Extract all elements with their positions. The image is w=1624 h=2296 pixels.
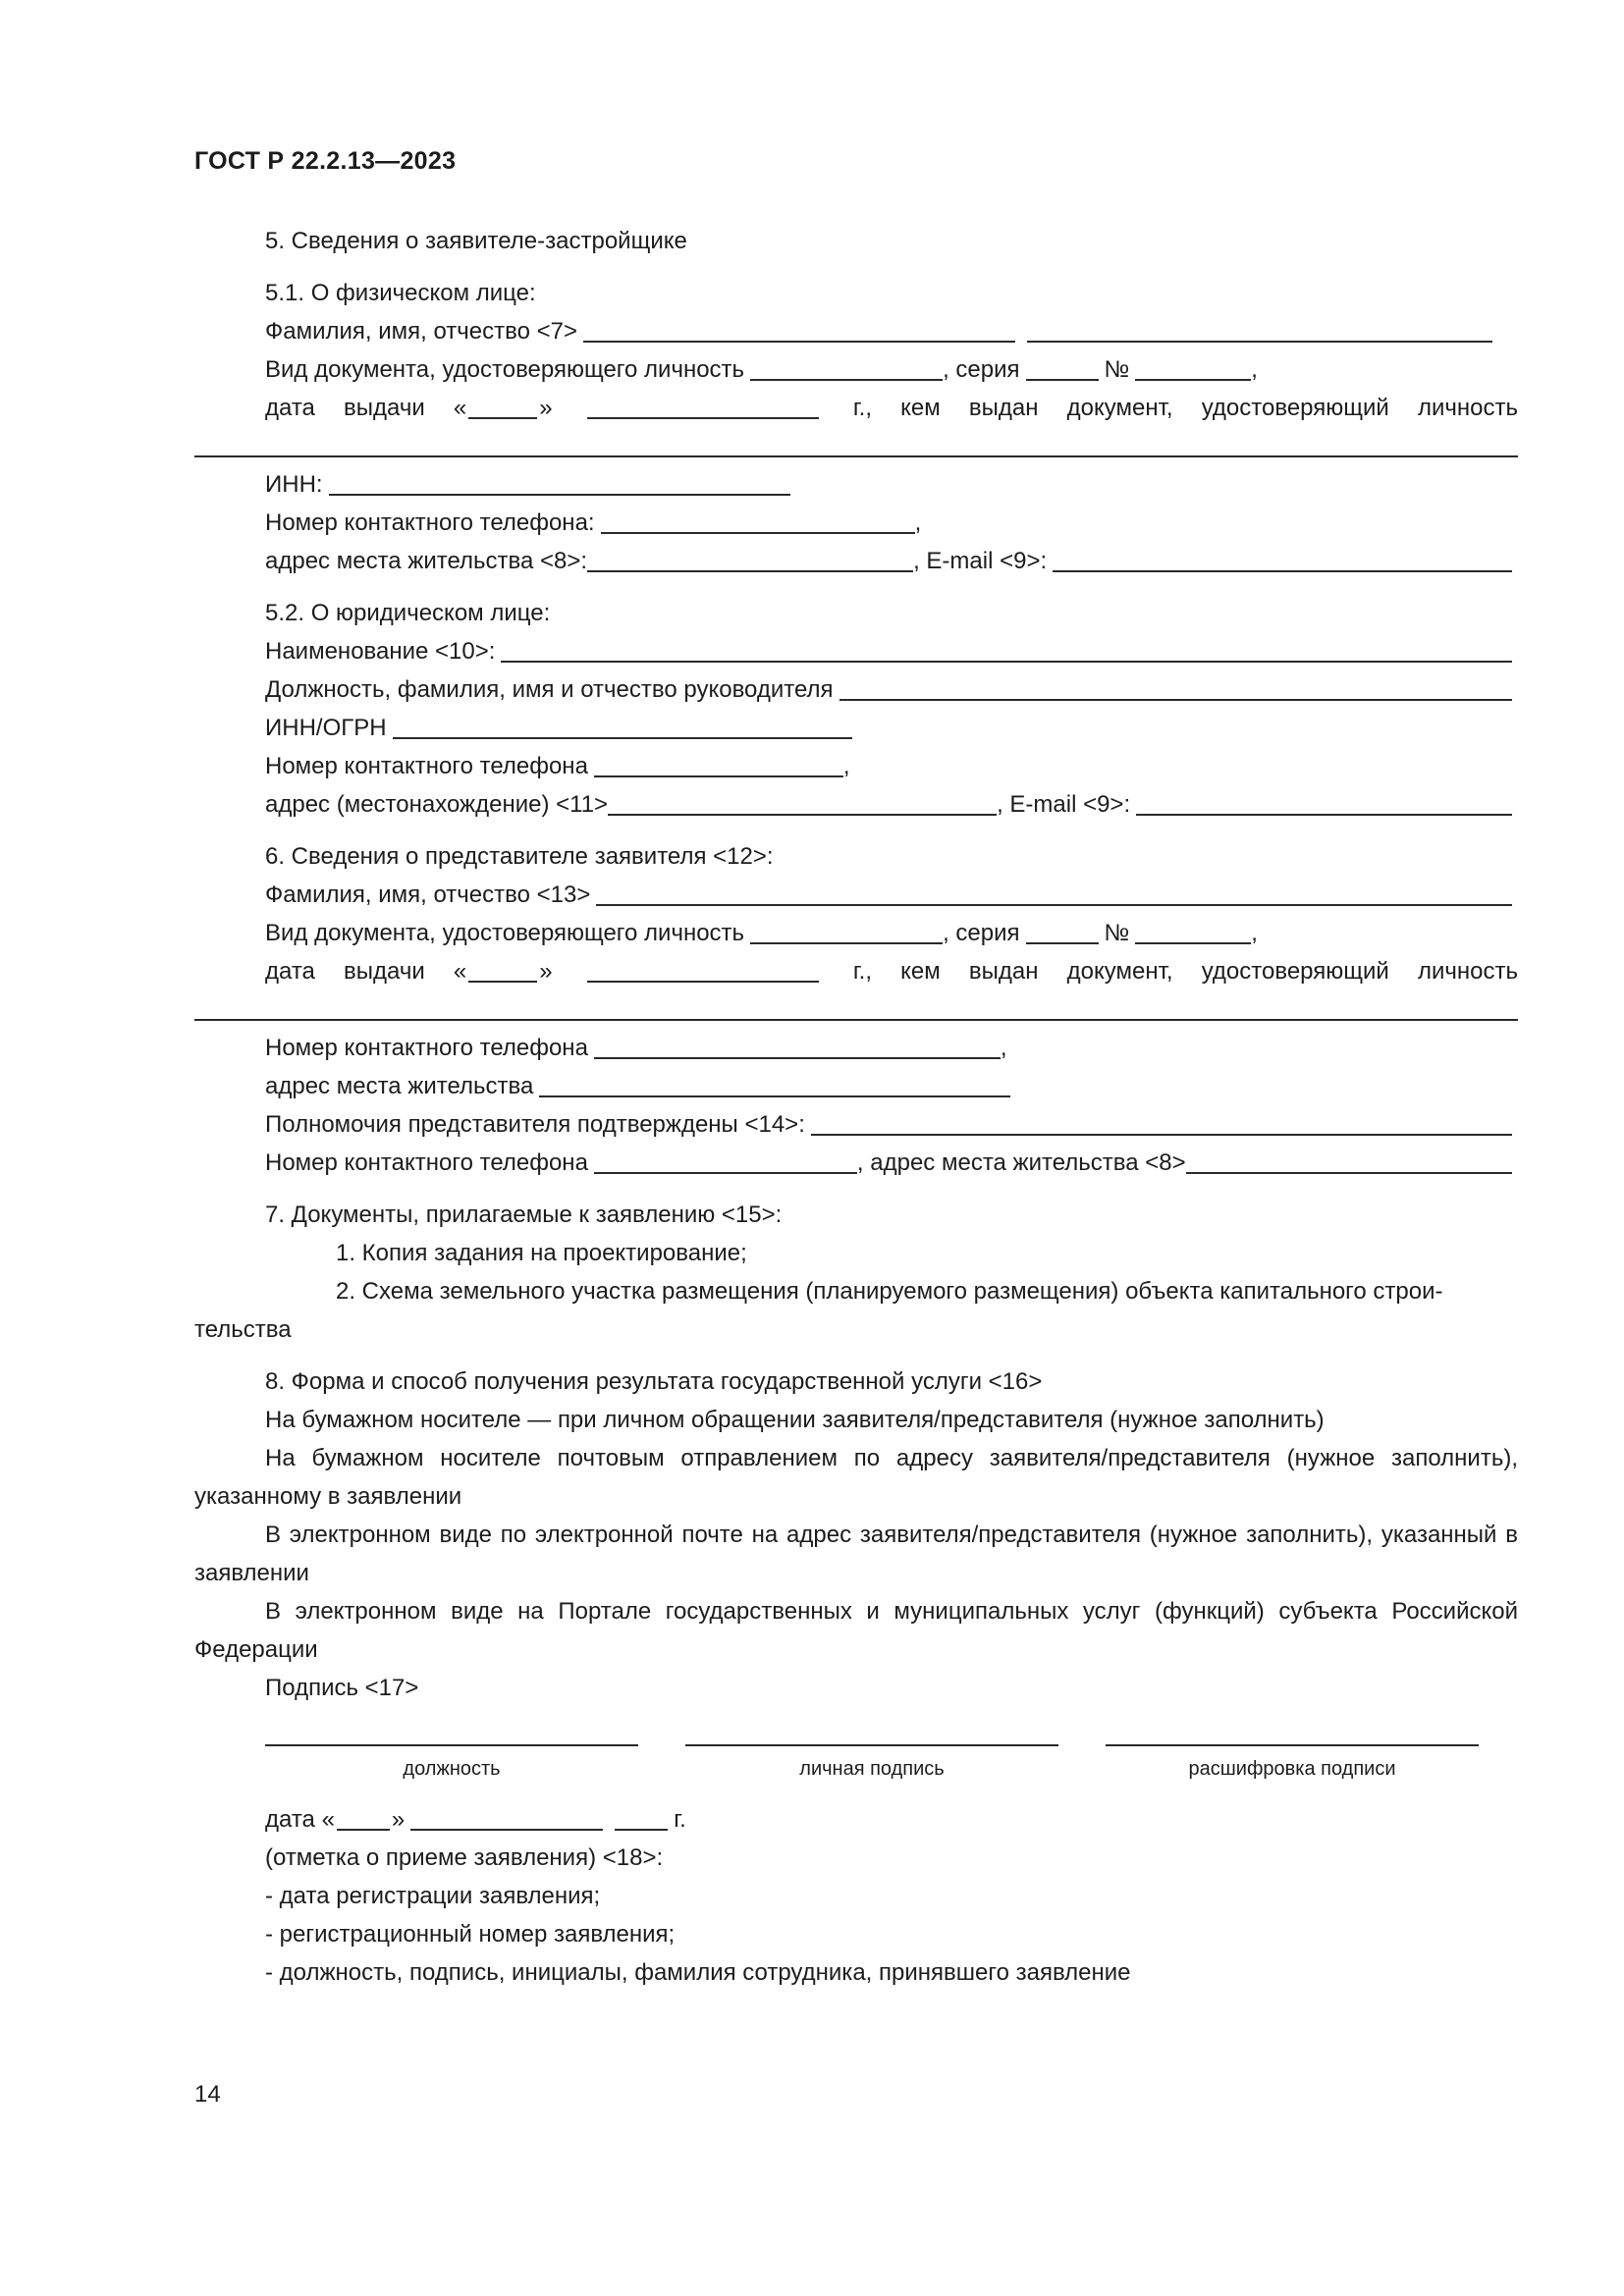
- rep-number-label: №: [1104, 920, 1130, 946]
- section-5-title: 5. Сведения о заявителе-застройщике: [265, 228, 687, 254]
- fio-label: Фамилия, имя, отчество <7>: [265, 318, 578, 345]
- comma: ,: [1000, 1035, 1007, 1061]
- date-year-field[interactable]: [615, 1801, 668, 1831]
- quote-open: «: [453, 958, 467, 985]
- email-field[interactable]: [1053, 543, 1512, 572]
- address-row: [194, 542, 1518, 580]
- decode-field[interactable]: [1106, 1713, 1479, 1746]
- issue-row: [194, 389, 1518, 427]
- rep-phone2-label: Номер контактного телефона: [265, 1149, 588, 1176]
- org-name-field[interactable]: [501, 633, 1512, 663]
- id-doc-row: [194, 350, 1518, 389]
- attachment-item-2-cont: тельства: [194, 1316, 292, 1343]
- inn-field[interactable]: [329, 466, 790, 496]
- rep-issuer-full-line[interactable]: [194, 990, 1518, 1029]
- issue-word: документ,: [1066, 395, 1173, 421]
- issue-day-field[interactable]: [468, 390, 537, 419]
- receipt-mark: (отметка о приеме заявления) <18>:: [265, 1844, 664, 1871]
- quote-close: »: [539, 395, 553, 421]
- id-doc-label: Вид документа, удостоверяющего личность: [265, 356, 745, 383]
- rep-powers-row: [194, 1105, 1518, 1144]
- rep-id-doc-label: Вид документа, удостоверяющего личность: [265, 920, 745, 946]
- org-phone-label: Номер контактного телефона: [265, 753, 588, 779]
- rep-phone2-field[interactable]: [594, 1145, 857, 1174]
- comma: ,: [914, 509, 922, 536]
- decode-caption: расшифровка подписи: [1188, 1758, 1396, 1780]
- issue-day: [454, 389, 553, 427]
- rep-powers-label: Полномочия представителя подтверждены <14>:: [265, 1111, 805, 1138]
- page-number: 14: [194, 2081, 221, 2108]
- phone-row: [194, 504, 1518, 542]
- org-address-label: адрес (местонахождение) <11>: [265, 791, 609, 818]
- head-label: Должность, фамилия, имя и отчество руководителя: [265, 676, 834, 703]
- issue-word: г.,: [852, 395, 873, 421]
- rep-fio-label: Фамилия, имя, отчество <13>: [265, 881, 591, 908]
- rep-fio-field[interactable]: [596, 877, 1512, 906]
- rep-address2-label: , адрес места жительства <8>: [856, 1149, 1186, 1176]
- inn-ogrn-field[interactable]: [393, 710, 852, 739]
- series-label: , серия: [943, 356, 1020, 383]
- rep-issue-month-field[interactable]: [587, 953, 819, 983]
- number-label: №: [1104, 356, 1130, 383]
- issue-month-field[interactable]: [587, 390, 819, 419]
- org-name-row: [194, 632, 1518, 670]
- rep-address2-field[interactable]: [1186, 1145, 1512, 1174]
- rep-address-row: [194, 1067, 1518, 1105]
- inn-label: ИНН:: [265, 471, 323, 498]
- delivery-option-1: На бумажном носителе — при личном обращении заявителя/представителя (нужное заполнить): [265, 1407, 1325, 1433]
- issue-word: дата: [265, 958, 315, 985]
- org-email-field[interactable]: [1136, 786, 1512, 816]
- receipt-mark-3: - должность, подпись, инициалы, фамилия сотрудника, принявшего заявление: [265, 1959, 1131, 1986]
- org-phone-field[interactable]: [594, 748, 843, 777]
- issue-word: г.,: [852, 958, 873, 985]
- fio-row: [194, 312, 1518, 350]
- rep-fio-row: [194, 876, 1518, 914]
- date-year-label: г.: [674, 1806, 686, 1833]
- inn-ogrn-label: ИНН/ОГРН: [265, 715, 387, 741]
- rep-id-doc-field[interactable]: [750, 915, 943, 944]
- section-6-title: 6. Сведения о представителе заявителя <12>:: [265, 843, 774, 870]
- personal-signature-caption: личная подпись: [799, 1758, 945, 1780]
- email-label: , E-mail <9>:: [913, 548, 1048, 574]
- date-label: дата «: [265, 1806, 335, 1833]
- rep-phone-label: Номер контактного телефона: [265, 1035, 588, 1061]
- number-field[interactable]: [1135, 351, 1251, 381]
- issue-word: выдачи: [344, 958, 425, 985]
- quote-open: «: [453, 395, 467, 421]
- attachment-item-2: 2. Схема земельного участка размещения (планируемого размещения) объекта капитального строи-: [336, 1278, 1443, 1305]
- section-8-title: 8. Форма и способ получения результата государственной услуги <16>: [265, 1368, 1043, 1395]
- rep-series-label: , серия: [943, 920, 1020, 946]
- issue-word: кем: [900, 395, 941, 421]
- issue-word: выдан: [968, 395, 1039, 421]
- fio-field-2[interactable]: [1027, 313, 1492, 343]
- rep-issue-day: [454, 952, 553, 990]
- address-field[interactable]: [587, 543, 913, 572]
- address-label: адрес места жительства <8>:: [265, 548, 588, 574]
- quote-close: »: [539, 958, 553, 985]
- personal-signature-field[interactable]: [685, 1713, 1058, 1746]
- position-field[interactable]: [265, 1713, 638, 1746]
- position-caption: должность: [403, 1758, 501, 1780]
- signature-block: [194, 1713, 1518, 1781]
- rep-id-doc-row: [194, 914, 1518, 952]
- delivery-option-4: В электронном виде на Портале государственных и муниципальных услуг (функций) субъекта Российской Федерации: [194, 1598, 1518, 1663]
- comma: ,: [1251, 920, 1258, 946]
- fio-field-1[interactable]: [583, 313, 1015, 343]
- issuer-full-line[interactable]: [194, 427, 1518, 465]
- rep-phone2-row: [194, 1144, 1518, 1182]
- id-doc-field[interactable]: [750, 351, 943, 381]
- rep-number-field[interactable]: [1135, 915, 1251, 944]
- receipt-mark-2: - регистрационный номер заявления;: [265, 1921, 676, 1948]
- inn-ogrn-row: [194, 709, 1518, 747]
- issue-word: выдачи: [344, 395, 425, 421]
- date-day-field[interactable]: [337, 1801, 390, 1831]
- issue-word: удостоверяющий: [1201, 395, 1389, 421]
- issue-word: документ,: [1066, 958, 1173, 985]
- issue-word: выдан: [968, 958, 1039, 985]
- attachment-item-1: 1. Копия задания на проектирование;: [336, 1240, 747, 1266]
- issue-word: удостоверяющий: [1201, 958, 1389, 985]
- rep-issue-row: [194, 952, 1518, 990]
- series-field[interactable]: [1026, 351, 1099, 381]
- document-header: ГОСТ Р 22.2.13—2023: [194, 147, 457, 175]
- section-5-1-title: 5.1. О физическом лице:: [265, 280, 536, 306]
- org-phone-row: [194, 747, 1518, 785]
- date-row: [194, 1800, 1518, 1839]
- issue-word: кем: [900, 958, 941, 985]
- rep-address-field[interactable]: [539, 1068, 1010, 1097]
- org-address-field[interactable]: [608, 786, 997, 816]
- issue-word: личность: [1417, 958, 1518, 985]
- rep-phone-field[interactable]: [594, 1030, 1001, 1059]
- phone-label: Номер контактного телефона:: [265, 509, 595, 536]
- signature-decode: [1106, 1713, 1479, 1781]
- issue-word: личность: [1417, 395, 1518, 421]
- date-quote-close: »: [391, 1806, 406, 1833]
- signature-position: [265, 1713, 638, 1781]
- comma: ,: [1251, 356, 1258, 383]
- issue-word: дата: [265, 395, 315, 421]
- receipt-mark-1: - дата регистрации заявления;: [265, 1883, 601, 1909]
- rep-issue-day-field[interactable]: [468, 953, 537, 983]
- signature-personal: [685, 1713, 1058, 1781]
- delivery-option-2: На бумажном носителе почтовым отправлением по адресу заявителя/представителя (нужное заполнить), указанному в заявлении: [194, 1445, 1518, 1510]
- rep-address-label: адрес места жительства: [265, 1073, 534, 1099]
- org-email-label: , E-mail <9>:: [997, 791, 1131, 818]
- section-5-2-title: 5.2. О юридическом лице:: [265, 600, 551, 626]
- phone-field[interactable]: [601, 505, 915, 534]
- org-name-label: Наименование <10>:: [265, 638, 496, 665]
- section-7-title: 7. Документы, прилагаемые к заявлению <15>:: [265, 1201, 783, 1228]
- comma: ,: [842, 753, 850, 779]
- head-row: [194, 670, 1518, 709]
- rep-series-field[interactable]: [1026, 915, 1099, 944]
- head-field[interactable]: [839, 671, 1512, 701]
- form-body: [194, 222, 1518, 1992]
- delivery-option-3: В электронном виде по электронной почте на адрес заявителя/представителя (нужное заполнить), указанный в заявлении: [194, 1522, 1518, 1586]
- rep-powers-field[interactable]: [811, 1106, 1512, 1136]
- inn-row: [194, 465, 1518, 504]
- signature-label: Подпись <17>: [265, 1675, 419, 1701]
- org-address-row: [194, 785, 1518, 824]
- rep-phone-row: [194, 1029, 1518, 1067]
- date-month-field[interactable]: [410, 1801, 603, 1831]
